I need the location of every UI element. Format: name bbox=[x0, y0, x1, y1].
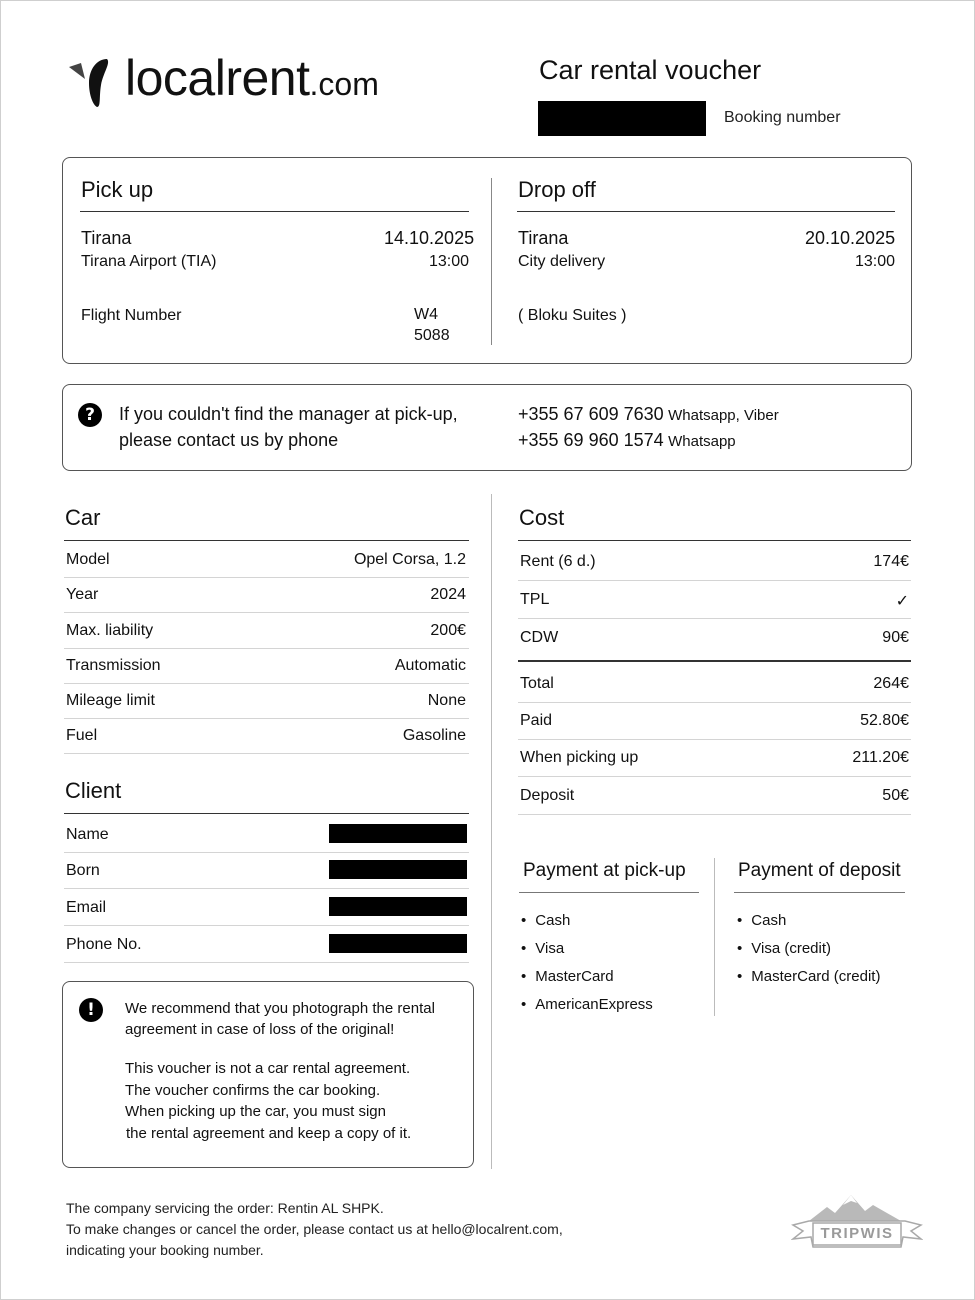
logo-wordmark: localrent.com bbox=[125, 50, 379, 106]
cost-row-value: 52.80€ bbox=[860, 712, 909, 729]
check-icon: ✓ bbox=[895, 593, 909, 610]
car-row-label: Transmission bbox=[66, 657, 161, 674]
dropoff-title: Drop off bbox=[518, 177, 596, 202]
car-row-label: Fuel bbox=[66, 727, 98, 744]
cost-subtotal-rule bbox=[518, 660, 911, 662]
phone-apps: Whatsapp bbox=[668, 433, 736, 450]
car-row-label: Model bbox=[66, 551, 110, 568]
contact-message-line2: please contact us by phone bbox=[119, 430, 339, 450]
car-row-label: Year bbox=[66, 586, 99, 603]
dropoff-date: 20.10.2025 bbox=[805, 228, 896, 248]
client-row-label: Phone No. bbox=[66, 936, 142, 953]
car-row-rule bbox=[64, 718, 469, 719]
contact-phone-2[interactable] bbox=[518, 430, 736, 451]
dropoff-city: Tirana bbox=[518, 228, 569, 248]
phone-number[interactable]: +355 69 960 1574 bbox=[518, 430, 664, 450]
car-title-rule bbox=[64, 540, 469, 541]
recommend-line1: We recommend that you photograph the rental bbox=[125, 1000, 435, 1017]
voucher-note-line1: This voucher is not a car rental agreement. bbox=[125, 1060, 411, 1077]
pickup-city: Tirana bbox=[81, 228, 132, 248]
client-row-label: Name bbox=[66, 826, 109, 843]
phone-number[interactable]: +355 67 609 7630 bbox=[518, 404, 664, 424]
payment-pickup-rule bbox=[519, 892, 699, 893]
voucher-note-line2: The voucher confirms the car booking. bbox=[125, 1082, 381, 1099]
car-row-rule bbox=[64, 612, 469, 613]
cost-row-rule bbox=[518, 702, 911, 703]
contact-message-line1: If you couldn't find the manager at pick-up, bbox=[119, 404, 458, 424]
car-row-rule bbox=[64, 683, 469, 684]
client-title-rule bbox=[64, 813, 469, 814]
cost-row-value: 264€ bbox=[873, 675, 909, 692]
cost-row-rule bbox=[518, 739, 911, 740]
cost-row-rule bbox=[518, 580, 911, 581]
flight-number-label: Flight Number bbox=[81, 307, 182, 324]
pickup-place: Tirana Airport (TIA) bbox=[81, 253, 217, 270]
dropoff-title-rule bbox=[517, 211, 895, 212]
client-row-rule bbox=[64, 852, 469, 853]
main-column-divider bbox=[491, 494, 492, 1169]
cost-row-rule bbox=[518, 776, 911, 777]
booking-number-label: Booking number bbox=[724, 109, 841, 126]
client-value-redacted bbox=[329, 860, 467, 879]
dropoff-note: ( Bloku Suites ) bbox=[518, 307, 627, 324]
client-row-label: Born bbox=[66, 862, 100, 879]
cost-row-value: 50€ bbox=[882, 787, 909, 804]
car-title: Car bbox=[65, 505, 101, 530]
car-row-value: 200€ bbox=[430, 622, 466, 639]
client-row-rule bbox=[64, 888, 469, 889]
car-row-rule bbox=[64, 648, 469, 649]
mountain-logo-icon bbox=[791, 1191, 923, 1253]
dropoff-place: City delivery bbox=[518, 253, 606, 270]
booking-number-redacted bbox=[538, 101, 706, 136]
payment-deposit-item: • Cash bbox=[737, 912, 786, 929]
footer-booking-note: indicating your booking number. bbox=[66, 1242, 264, 1258]
voucher-title: Car rental voucher bbox=[539, 55, 762, 85]
exclamation-circle-icon: ! bbox=[79, 998, 103, 1022]
car-row-label: Max. liability bbox=[66, 622, 154, 639]
pickup-date: 14.10.2025 bbox=[384, 228, 475, 248]
payment-pickup-item: • AmericanExpress bbox=[521, 996, 653, 1013]
cost-row-label: Rent (6 d.) bbox=[520, 553, 596, 570]
phone-apps: Whatsapp, Viber bbox=[668, 407, 779, 424]
car-row-label: Mileage limit bbox=[66, 692, 155, 709]
cost-row-label: Paid bbox=[520, 712, 553, 729]
client-row-rule bbox=[64, 925, 469, 926]
payment-divider bbox=[714, 858, 715, 1016]
client-value-redacted bbox=[329, 934, 467, 953]
tripwis-watermark bbox=[791, 1191, 923, 1253]
client-value-redacted bbox=[329, 897, 467, 916]
flight-number-line2: 5088 bbox=[414, 327, 450, 344]
localrent-logo bbox=[67, 50, 379, 109]
car-row-value: 2024 bbox=[430, 586, 466, 603]
pickup-title-rule bbox=[80, 211, 469, 212]
car-row-rule bbox=[64, 753, 469, 754]
flight-number-line1: W4 bbox=[414, 306, 438, 323]
cost-row-label: CDW bbox=[520, 629, 559, 646]
client-title: Client bbox=[65, 778, 122, 803]
recommend-line2: agreement in case of loss of the original! bbox=[125, 1021, 395, 1038]
client-row-rule bbox=[64, 962, 469, 963]
payment-pickup-item: • Cash bbox=[521, 912, 570, 929]
cost-row-value: 174€ bbox=[873, 553, 909, 570]
question-circle-icon: ? bbox=[78, 403, 102, 427]
payment-deposit-item: • Visa (credit) bbox=[737, 940, 831, 957]
footer-company: The company servicing the order: Rentin AL SHPK. bbox=[66, 1200, 384, 1216]
cost-row-label: Total bbox=[520, 675, 554, 692]
cost-title-rule bbox=[518, 540, 911, 541]
payment-deposit-item: • MasterCard (credit) bbox=[737, 968, 880, 985]
footer-contact: To make changes or cancel the order, please contact us at hello@localrent.com, bbox=[66, 1221, 563, 1237]
contact-box bbox=[62, 384, 912, 471]
cost-title: Cost bbox=[519, 505, 565, 530]
pickup-time: 13:00 bbox=[428, 253, 469, 270]
client-row-label: Email bbox=[66, 899, 107, 916]
voucher-note-line4: the rental agreement and keep a copy of it. bbox=[126, 1125, 412, 1142]
payment-deposit-rule bbox=[734, 892, 905, 893]
payment-pickup-title: Payment at pick-up bbox=[523, 860, 686, 881]
watermark-text: TRIPWIS bbox=[820, 1225, 894, 1242]
contact-phone-1[interactable] bbox=[518, 404, 779, 425]
dropoff-time: 13:00 bbox=[854, 253, 895, 270]
cost-row-rule bbox=[518, 618, 911, 619]
car-row-value: Automatic bbox=[394, 657, 466, 674]
cost-row-label: When picking up bbox=[520, 749, 639, 766]
cost-row-rule bbox=[518, 814, 911, 815]
cost-row-value: 90€ bbox=[882, 629, 909, 646]
car-row-value: Opel Corsa, 1.2 bbox=[353, 551, 466, 568]
cost-row-label: TPL bbox=[520, 591, 550, 608]
pickup-dropoff-divider bbox=[491, 178, 492, 345]
car-row-value: None bbox=[427, 692, 466, 709]
cost-row-value: 211.20€ bbox=[852, 749, 909, 766]
client-value-redacted bbox=[329, 824, 467, 843]
payment-deposit-title: Payment of deposit bbox=[738, 860, 901, 881]
car-row-value: Gasoline bbox=[402, 727, 466, 744]
cost-row-label: Deposit bbox=[520, 787, 575, 804]
payment-pickup-item: • Visa bbox=[521, 940, 564, 957]
car-row-rule bbox=[64, 577, 469, 578]
localrent-logo-mark-icon bbox=[67, 57, 117, 109]
voucher-note-line3: When picking up the car, you must sign bbox=[125, 1103, 386, 1120]
payment-pickup-item: • MasterCard bbox=[521, 968, 614, 985]
pickup-title: Pick up bbox=[81, 177, 154, 202]
